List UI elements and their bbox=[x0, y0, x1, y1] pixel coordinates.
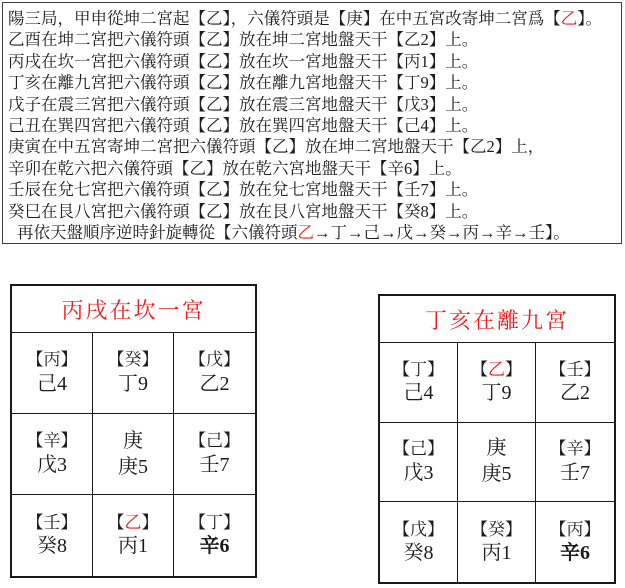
earth-stem-label: 辛6 bbox=[199, 535, 230, 558]
text-segment: 【癸】 bbox=[107, 350, 159, 370]
palace-table-bingxu-kan1 bbox=[10, 284, 257, 578]
text-line bbox=[8, 115, 618, 136]
earth-stem-label: 丙1 bbox=[118, 535, 148, 558]
earth-stem-label: 壬7 bbox=[199, 453, 230, 476]
text-segment: 】 bbox=[505, 359, 522, 379]
text-segment: →丁→己→戊→癸→丙→辛→壬】。 bbox=[314, 223, 570, 243]
text-line bbox=[8, 29, 618, 50]
text-segment: 再依天盤順序逆時針旋轉從【六儀符頭 bbox=[17, 223, 298, 243]
text-line bbox=[8, 158, 618, 179]
text-segment: 【癸】 bbox=[471, 519, 522, 539]
heaven-stem-label bbox=[189, 349, 240, 370]
red-highlight-char: 乙 bbox=[560, 9, 578, 28]
earth-stem-label: 戊3 bbox=[37, 453, 67, 476]
palace-cell bbox=[93, 495, 174, 576]
text-segment: 【 bbox=[107, 512, 125, 532]
heaven-stem-label bbox=[471, 359, 522, 380]
text-segment: 【壬】 bbox=[26, 512, 78, 532]
text-segment: 】 bbox=[141, 512, 159, 532]
text-segment: 壬辰在兌七宮把六儀符頭【乙】放在兌七宮地盤天干【壬7】上。 bbox=[8, 180, 479, 200]
text-line bbox=[8, 201, 618, 222]
text-segment: 【 bbox=[471, 359, 488, 379]
text-segment: 【辛】 bbox=[549, 439, 601, 459]
palace-grid bbox=[380, 343, 614, 582]
text-segment: 癸巳在艮八宮把六儀符頭【乙】放在艮八宮地盤天干【癸8】上。 bbox=[8, 201, 479, 221]
palace-cell bbox=[12, 333, 93, 414]
text-segment: 陽三局，甲申從坤二宮起【乙】，六儀符頭是【庚】在中五宮改寄坤二宮爲【 bbox=[8, 9, 561, 28]
earth-stem-label: 癸8 bbox=[37, 535, 67, 558]
heaven-stem-label bbox=[487, 436, 507, 461]
red-highlight-char: 乙 bbox=[297, 223, 314, 243]
text-segment: 【己】 bbox=[393, 439, 444, 459]
text-segment: 己丑在巽四宮把六儀符頭【乙】放在巽四宮地盤天干【己4】上。 bbox=[8, 116, 479, 136]
text-segment: 【丙】 bbox=[26, 350, 78, 370]
text-line bbox=[8, 136, 618, 157]
heaven-stem-label bbox=[189, 430, 240, 451]
palace-grid bbox=[12, 333, 255, 576]
palace-cell bbox=[93, 333, 174, 414]
text-segment: 【戊】 bbox=[189, 350, 240, 370]
text-line bbox=[8, 179, 618, 200]
text-segment: 丁亥在離九宮把六儀符頭【乙】放在離九宮地盤天干【丁9】上。 bbox=[8, 73, 479, 93]
red-highlight-char: 乙 bbox=[124, 512, 142, 532]
palace-cell bbox=[458, 343, 536, 423]
heaven-stem-label bbox=[27, 349, 78, 370]
text-segment: 【己】 bbox=[189, 431, 240, 451]
text-segment: 庚 bbox=[123, 429, 143, 452]
earth-stem-label: 庚5 bbox=[118, 455, 148, 478]
table-title: 丙戌在坎一宮 bbox=[12, 286, 255, 333]
text-segment: 乙酉在坤二宮把六儀符頭【乙】放在坤二宮地盤天干【乙2】上。 bbox=[8, 30, 479, 50]
earth-stem-label: 庚5 bbox=[481, 463, 512, 486]
heaven-stem-label bbox=[123, 429, 143, 454]
heaven-stem-label bbox=[393, 359, 444, 380]
text-line bbox=[8, 94, 618, 115]
text-segment: 【壬】 bbox=[549, 359, 601, 379]
palace-cell bbox=[380, 343, 458, 423]
palace-cell bbox=[536, 423, 614, 503]
palace-cell bbox=[536, 343, 614, 423]
heaven-stem-label bbox=[27, 430, 78, 451]
earth-stem-label: 丁9 bbox=[118, 372, 148, 395]
red-highlight-char: 乙 bbox=[488, 359, 505, 379]
palace-cell bbox=[380, 423, 458, 503]
heaven-stem-label bbox=[108, 349, 159, 370]
earth-stem-label: 乙2 bbox=[199, 372, 230, 395]
heaven-stem-label bbox=[393, 438, 444, 459]
text-segment: 【丙】 bbox=[549, 519, 601, 539]
heaven-stem-label bbox=[189, 512, 240, 533]
earth-stem-label: 丙1 bbox=[481, 541, 512, 564]
text-segment: 庚 bbox=[486, 437, 507, 460]
palace-cell bbox=[174, 414, 255, 495]
earth-stem-label: 己4 bbox=[37, 372, 67, 395]
palace-table-dinghai-li9 bbox=[378, 294, 616, 584]
heaven-stem-label bbox=[550, 438, 601, 459]
text-segment: 】。 bbox=[577, 9, 602, 28]
explanation-lines bbox=[8, 8, 618, 243]
explanation-panel bbox=[2, 2, 622, 244]
text-segment: 戊子在震三宮把六儀符頭【乙】放在震三宮地盤天干【戊3】上。 bbox=[8, 94, 479, 114]
text-line bbox=[8, 222, 618, 243]
earth-stem-label: 辛6 bbox=[560, 541, 590, 564]
text-line bbox=[8, 51, 618, 72]
heaven-stem-label bbox=[471, 519, 522, 540]
earth-stem-label: 癸8 bbox=[403, 541, 434, 564]
text-line bbox=[8, 72, 618, 93]
text-segment: 辛卯在乾六把六儀符頭【乙】放在乾六宮地盤天干【辛6】上。 bbox=[8, 158, 462, 178]
heaven-stem-label bbox=[108, 512, 159, 533]
palace-cell bbox=[12, 495, 93, 576]
earth-stem-label: 己4 bbox=[403, 381, 434, 404]
text-segment: 【丁】 bbox=[393, 359, 444, 379]
heaven-stem-label bbox=[27, 512, 78, 533]
palace-cell bbox=[12, 414, 93, 495]
palace-cell bbox=[536, 502, 614, 582]
text-segment: 丙戌在坎一宮把六儀符頭【乙】放在坎一宮地盤天干【丙1】上。 bbox=[8, 51, 479, 71]
text-line bbox=[8, 8, 618, 29]
palace-cell bbox=[93, 414, 174, 495]
text-segment: 【丁】 bbox=[189, 512, 240, 532]
palace-cell bbox=[174, 333, 255, 414]
palace-cell bbox=[458, 502, 536, 582]
earth-stem-label: 壬7 bbox=[560, 461, 590, 484]
earth-stem-label: 乙2 bbox=[560, 381, 590, 404]
heaven-stem-label bbox=[393, 519, 444, 540]
text-segment: 【辛】 bbox=[26, 431, 78, 451]
palace-cell bbox=[174, 495, 255, 576]
text-segment: 【戊】 bbox=[393, 519, 444, 539]
table-title: 丁亥在離九宮 bbox=[380, 296, 614, 343]
heaven-stem-label bbox=[550, 359, 601, 380]
text-segment: 庚寅在中五宮寄坤二宮把六儀符頭【乙】放在坤二宮地盤天干【乙2】上， bbox=[8, 137, 545, 157]
palace-cell bbox=[458, 423, 536, 503]
palace-cell bbox=[380, 502, 458, 582]
earth-stem-label: 戊3 bbox=[403, 461, 434, 484]
earth-stem-label: 丁9 bbox=[481, 381, 512, 404]
heaven-stem-label bbox=[550, 519, 601, 540]
